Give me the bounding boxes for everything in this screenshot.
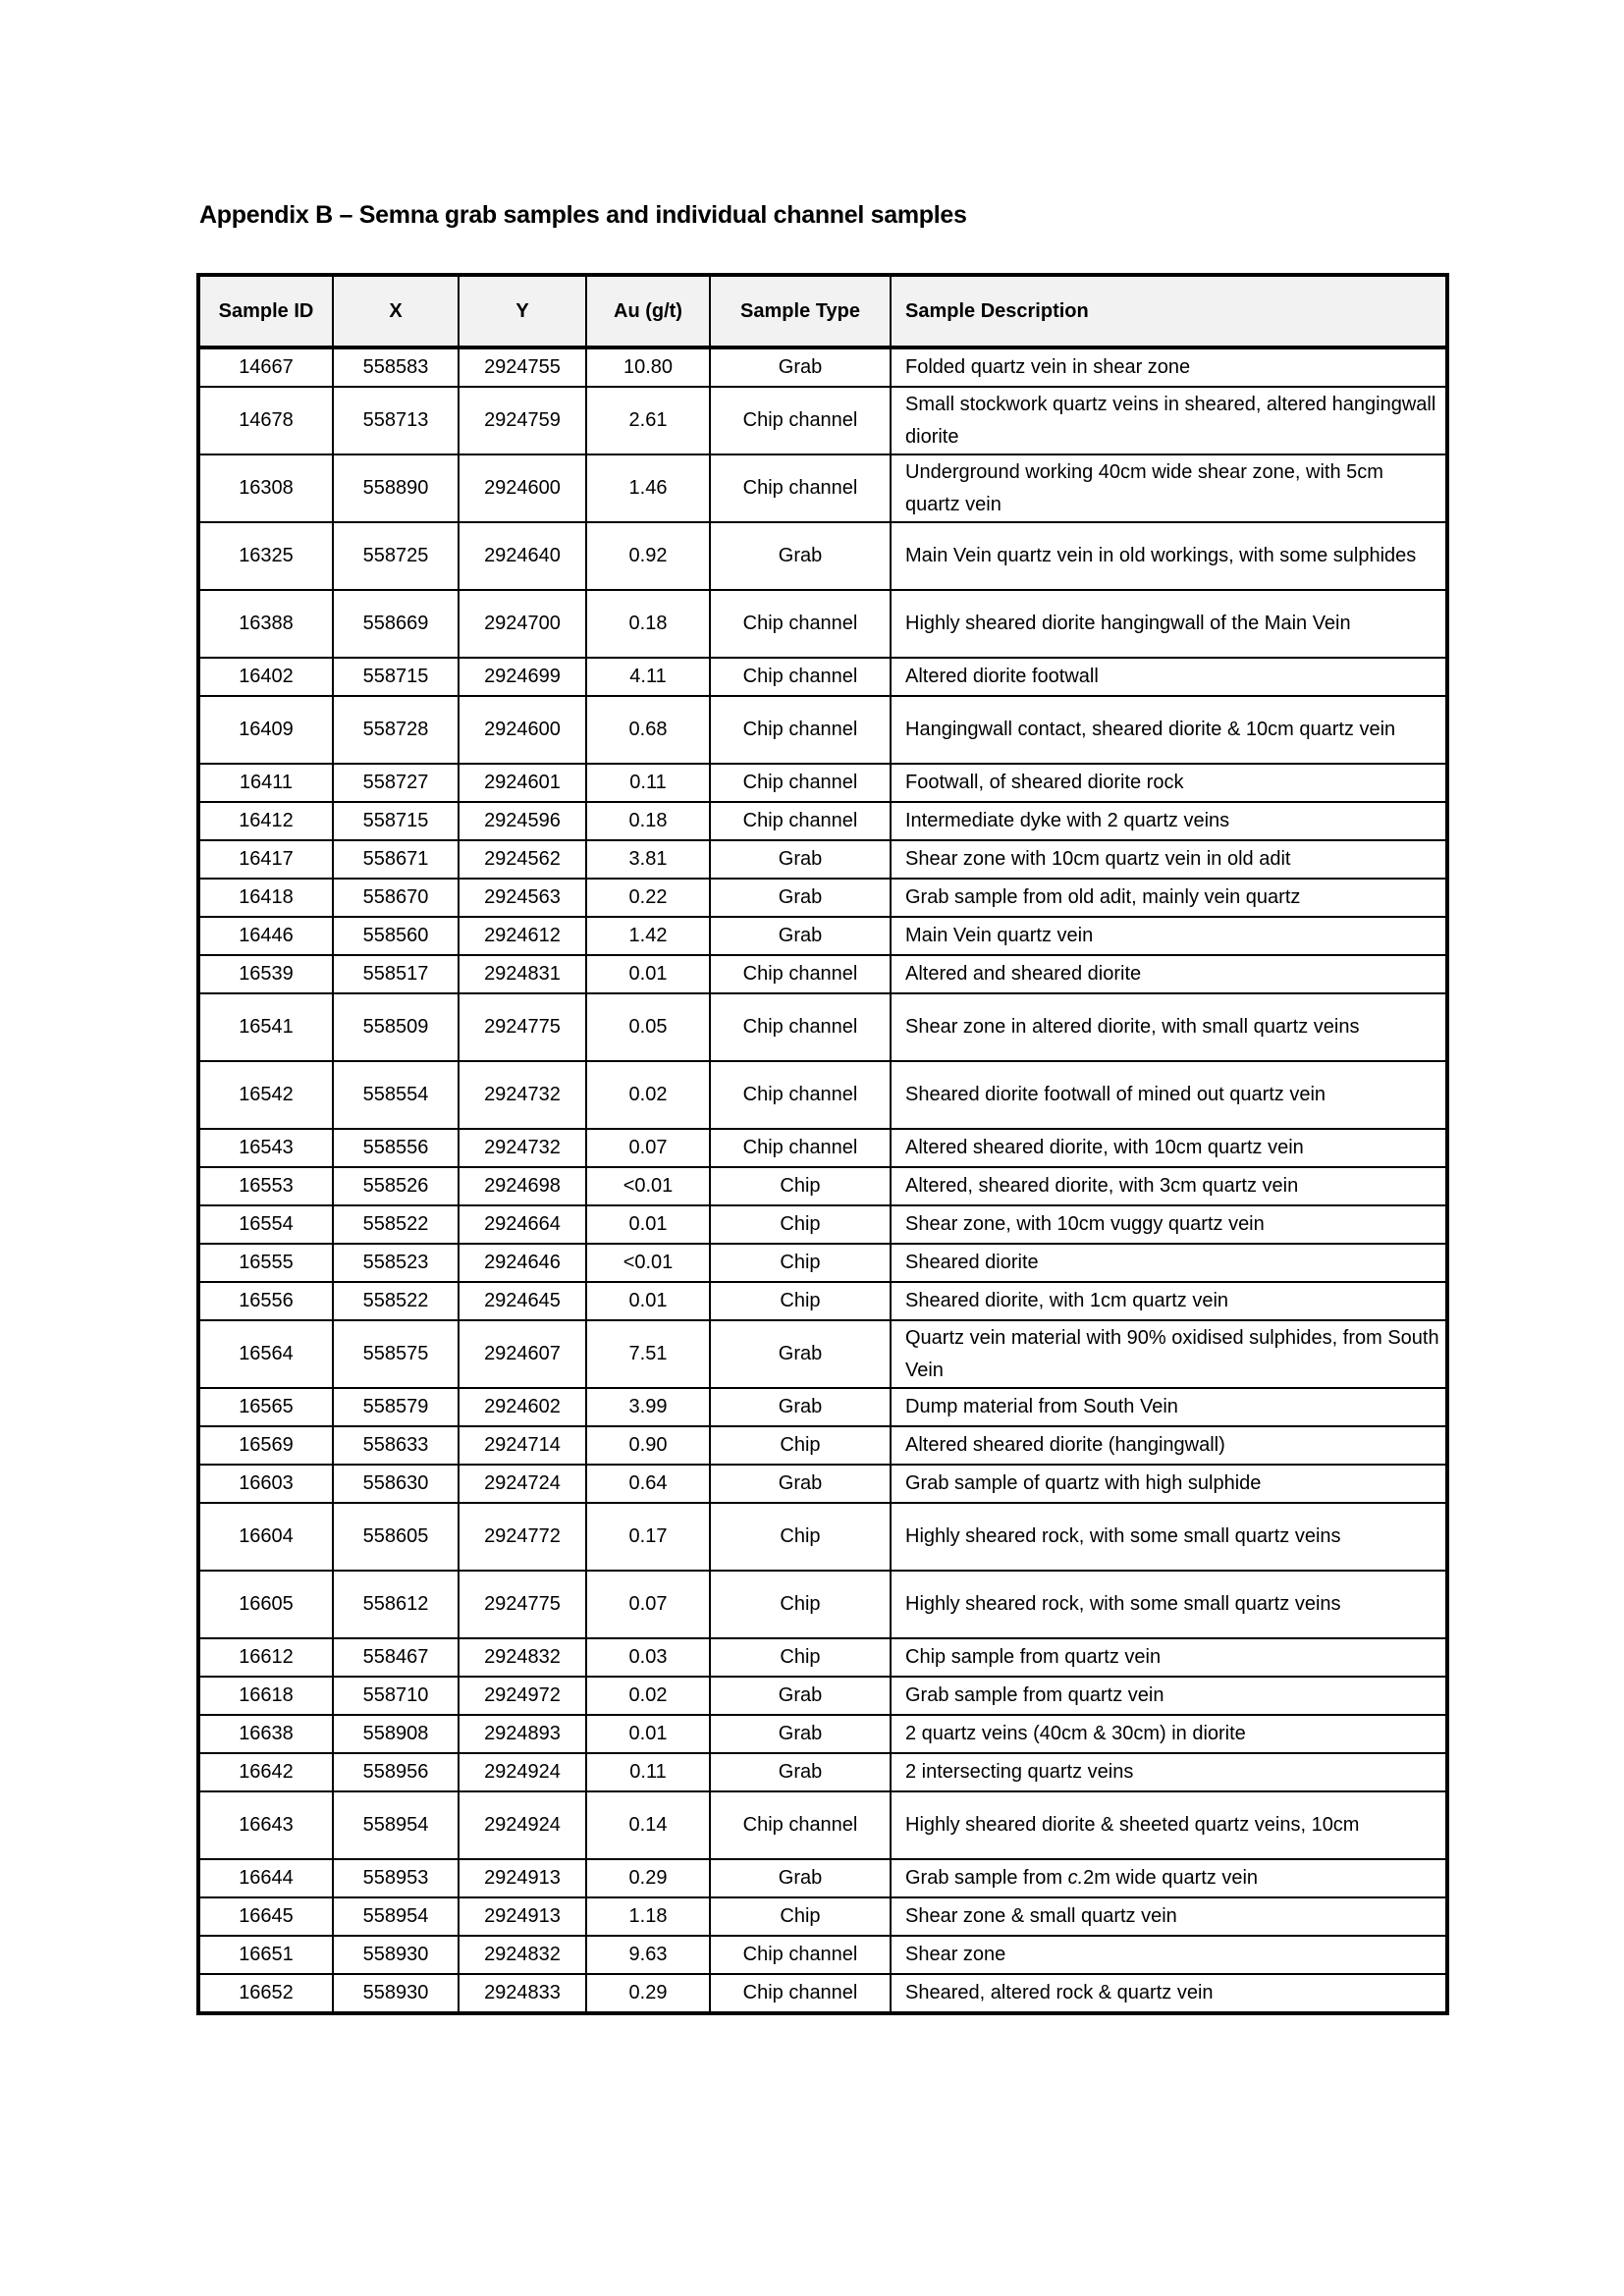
cell-sample-id: 16556 bbox=[198, 1282, 333, 1320]
cell-sample-description: Main Vein quartz vein bbox=[891, 917, 1447, 955]
cell-x: 558715 bbox=[333, 802, 459, 840]
cell-sample-id: 16543 bbox=[198, 1129, 333, 1167]
cell-au: 9.63 bbox=[586, 1936, 710, 1974]
cell-sample-type: Chip bbox=[710, 1638, 891, 1677]
cell-x: 558560 bbox=[333, 917, 459, 955]
cell-y: 2924724 bbox=[459, 1465, 586, 1503]
cell-au: 0.14 bbox=[586, 1791, 710, 1859]
cell-sample-type: Chip bbox=[710, 1571, 891, 1638]
cell-au: 0.01 bbox=[586, 1205, 710, 1244]
cell-sample-type: Grab bbox=[710, 879, 891, 917]
cell-x: 558605 bbox=[333, 1503, 459, 1571]
table-row bbox=[198, 658, 1447, 696]
cell-x: 558575 bbox=[333, 1320, 459, 1388]
cell-au: 0.02 bbox=[586, 1677, 710, 1715]
cell-sample-id: 16638 bbox=[198, 1715, 333, 1753]
cell-au: 0.07 bbox=[586, 1571, 710, 1638]
cell-sample-type: Chip bbox=[710, 1244, 891, 1282]
table-row bbox=[198, 696, 1447, 764]
cell-au: 0.11 bbox=[586, 764, 710, 802]
table-row bbox=[198, 590, 1447, 658]
table-row bbox=[198, 1205, 1447, 1244]
cell-y: 2924664 bbox=[459, 1205, 586, 1244]
cell-sample-description: Shear zone with 10cm quartz vein in old adit bbox=[891, 840, 1447, 879]
cell-sample-type: Grab bbox=[710, 1753, 891, 1791]
table-row bbox=[198, 1503, 1447, 1571]
cell-x: 558612 bbox=[333, 1571, 459, 1638]
table-row bbox=[198, 764, 1447, 802]
cell-sample-id: 16411 bbox=[198, 764, 333, 802]
cell-sample-type: Chip bbox=[710, 1205, 891, 1244]
cell-au: 0.29 bbox=[586, 1974, 710, 2013]
cell-x: 558728 bbox=[333, 696, 459, 764]
description-text: Grab sample from bbox=[905, 1867, 1068, 1889]
cell-sample-description: Altered diorite footwall bbox=[891, 658, 1447, 696]
cell-au: 0.01 bbox=[586, 955, 710, 993]
cell-sample-type: Chip bbox=[710, 1503, 891, 1571]
cell-sample-id: 16565 bbox=[198, 1388, 333, 1426]
cell-x: 558953 bbox=[333, 1859, 459, 1897]
cell-x: 558710 bbox=[333, 1677, 459, 1715]
cell-sample-type: Grab bbox=[710, 347, 891, 387]
table-row bbox=[198, 1791, 1447, 1859]
cell-x: 558671 bbox=[333, 840, 459, 879]
table-row bbox=[198, 1753, 1447, 1791]
cell-sample-id: 16308 bbox=[198, 454, 333, 522]
cell-au: 0.07 bbox=[586, 1129, 710, 1167]
cell-au: 0.90 bbox=[586, 1426, 710, 1465]
cell-sample-id: 16417 bbox=[198, 840, 333, 879]
cell-au: 7.51 bbox=[586, 1320, 710, 1388]
cell-y: 2924602 bbox=[459, 1388, 586, 1426]
cell-sample-type: Chip channel bbox=[710, 387, 891, 454]
cell-sample-type: Chip channel bbox=[710, 993, 891, 1061]
table-row bbox=[198, 454, 1447, 522]
cell-y: 2924596 bbox=[459, 802, 586, 840]
cell-sample-type: Chip channel bbox=[710, 454, 891, 522]
cell-x: 558727 bbox=[333, 764, 459, 802]
cell-sample-description: Grab sample of quartz with high sulphide bbox=[891, 1465, 1447, 1503]
cell-y: 2924732 bbox=[459, 1061, 586, 1129]
header-x: X bbox=[333, 275, 459, 347]
table-row bbox=[198, 1282, 1447, 1320]
cell-sample-description: Altered sheared diorite, with 10cm quartz vein bbox=[891, 1129, 1447, 1167]
cell-sample-type: Chip channel bbox=[710, 802, 891, 840]
cell-sample-id: 16643 bbox=[198, 1791, 333, 1859]
cell-y: 2924601 bbox=[459, 764, 586, 802]
cell-y: 2924893 bbox=[459, 1715, 586, 1753]
cell-x: 558930 bbox=[333, 1974, 459, 2013]
cell-sample-type: Chip channel bbox=[710, 764, 891, 802]
header-sample-type: Sample Type bbox=[710, 275, 891, 347]
cell-sample-description: Highly sheared diorite & sheeted quartz veins, 10cm bbox=[891, 1791, 1447, 1859]
cell-x: 558890 bbox=[333, 454, 459, 522]
cell-x: 558954 bbox=[333, 1897, 459, 1936]
cell-sample-id: 16605 bbox=[198, 1571, 333, 1638]
cell-y: 2924775 bbox=[459, 993, 586, 1061]
cell-au: 1.18 bbox=[586, 1897, 710, 1936]
cell-x: 558956 bbox=[333, 1753, 459, 1791]
cell-sample-id: 16446 bbox=[198, 917, 333, 955]
cell-sample-type: Grab bbox=[710, 1677, 891, 1715]
cell-sample-type: Chip channel bbox=[710, 955, 891, 993]
cell-sample-id: 16604 bbox=[198, 1503, 333, 1571]
table-row bbox=[198, 1320, 1447, 1388]
cell-sample-id: 16325 bbox=[198, 522, 333, 590]
cell-y: 2924772 bbox=[459, 1503, 586, 1571]
cell-sample-description: Grab sample from old adit, mainly vein quartz bbox=[891, 879, 1447, 917]
table-row bbox=[198, 1465, 1447, 1503]
cell-sample-id: 16409 bbox=[198, 696, 333, 764]
cell-sample-id: 16644 bbox=[198, 1859, 333, 1897]
table-row bbox=[198, 1388, 1447, 1426]
cell-sample-id: 16412 bbox=[198, 802, 333, 840]
cell-sample-description: Highly sheared rock, with some small quartz veins bbox=[891, 1503, 1447, 1571]
cell-sample-id: 16612 bbox=[198, 1638, 333, 1677]
header-au: Au (g/t) bbox=[586, 275, 710, 347]
cell-au: <0.01 bbox=[586, 1167, 710, 1205]
table-header-row bbox=[198, 275, 1447, 347]
cell-sample-description: Shear zone, with 10cm vuggy quartz vein bbox=[891, 1205, 1447, 1244]
cell-sample-description: Chip sample from quartz vein bbox=[891, 1638, 1447, 1677]
cell-y: 2924972 bbox=[459, 1677, 586, 1715]
cell-sample-type: Chip bbox=[710, 1282, 891, 1320]
cell-sample-type: Grab bbox=[710, 1320, 891, 1388]
cell-sample-description: Shear zone bbox=[891, 1936, 1447, 1974]
cell-sample-id: 16645 bbox=[198, 1897, 333, 1936]
page-title: Appendix B – Semna grab samples and individual channel samples bbox=[199, 201, 967, 229]
cell-y: 2924563 bbox=[459, 879, 586, 917]
table-row bbox=[198, 1638, 1447, 1677]
description-text: 2m wide quartz vein bbox=[1083, 1867, 1259, 1889]
cell-x: 558556 bbox=[333, 1129, 459, 1167]
cell-y: 2924714 bbox=[459, 1426, 586, 1465]
cell-au: <0.01 bbox=[586, 1244, 710, 1282]
table-row bbox=[198, 1897, 1447, 1936]
cell-au: 0.29 bbox=[586, 1859, 710, 1897]
table-row bbox=[198, 1859, 1447, 1897]
cell-x: 558517 bbox=[333, 955, 459, 993]
cell-y: 2924775 bbox=[459, 1571, 586, 1638]
cell-sample-description: Sheared diorite bbox=[891, 1244, 1447, 1282]
cell-sample-type: Grab bbox=[710, 840, 891, 879]
cell-x: 558523 bbox=[333, 1244, 459, 1282]
cell-au: 2.61 bbox=[586, 387, 710, 454]
cell-sample-id: 16554 bbox=[198, 1205, 333, 1244]
cell-y: 2924700 bbox=[459, 590, 586, 658]
cell-sample-type: Chip bbox=[710, 1426, 891, 1465]
cell-x: 558522 bbox=[333, 1205, 459, 1244]
cell-au: 10.80 bbox=[586, 347, 710, 387]
cell-x: 558522 bbox=[333, 1282, 459, 1320]
cell-x: 558713 bbox=[333, 387, 459, 454]
cell-y: 2924924 bbox=[459, 1753, 586, 1791]
cell-sample-description: Shear zone & small quartz vein bbox=[891, 1897, 1447, 1936]
cell-au: 4.11 bbox=[586, 658, 710, 696]
header-sample-description: Sample Description bbox=[891, 275, 1447, 347]
cell-au: 0.05 bbox=[586, 993, 710, 1061]
cell-x: 558725 bbox=[333, 522, 459, 590]
cell-sample-description: Sheared, altered rock & quartz vein bbox=[891, 1974, 1447, 2013]
table-row bbox=[198, 802, 1447, 840]
cell-sample-description: Intermediate dyke with 2 quartz veins bbox=[891, 802, 1447, 840]
table-row bbox=[198, 347, 1447, 387]
cell-au: 0.03 bbox=[586, 1638, 710, 1677]
cell-sample-description: Shear zone in altered diorite, with small quartz veins bbox=[891, 993, 1447, 1061]
table-row bbox=[198, 387, 1447, 454]
cell-au: 0.01 bbox=[586, 1282, 710, 1320]
cell-y: 2924562 bbox=[459, 840, 586, 879]
cell-au: 0.02 bbox=[586, 1061, 710, 1129]
cell-x: 558670 bbox=[333, 879, 459, 917]
cell-y: 2924640 bbox=[459, 522, 586, 590]
cell-x: 558467 bbox=[333, 1638, 459, 1677]
cell-y: 2924913 bbox=[459, 1859, 586, 1897]
cell-sample-description: Small stockwork quartz veins in sheared, altered hangingwall diorite bbox=[891, 387, 1447, 454]
cell-sample-type: Chip channel bbox=[710, 696, 891, 764]
samples-table bbox=[196, 273, 1449, 2015]
cell-sample-type: Grab bbox=[710, 1715, 891, 1753]
cell-sample-description: Altered, sheared diorite, with 3cm quartz vein bbox=[891, 1167, 1447, 1205]
cell-y: 2924832 bbox=[459, 1638, 586, 1677]
cell-x: 558579 bbox=[333, 1388, 459, 1426]
table-row bbox=[198, 1974, 1447, 2013]
cell-sample-description: Hangingwall contact, sheared diorite & 10cm quartz vein bbox=[891, 696, 1447, 764]
cell-au: 0.18 bbox=[586, 802, 710, 840]
cell-x: 558908 bbox=[333, 1715, 459, 1753]
cell-sample-description: Altered sheared diorite (hangingwall) bbox=[891, 1426, 1447, 1465]
table-row bbox=[198, 1061, 1447, 1129]
cell-sample-id: 14678 bbox=[198, 387, 333, 454]
cell-sample-id: 16642 bbox=[198, 1753, 333, 1791]
cell-sample-description: Highly sheared rock, with some small quartz veins bbox=[891, 1571, 1447, 1638]
cell-y: 2924645 bbox=[459, 1282, 586, 1320]
cell-sample-id: 16418 bbox=[198, 879, 333, 917]
cell-x: 558630 bbox=[333, 1465, 459, 1503]
cell-sample-type: Chip channel bbox=[710, 590, 891, 658]
table-row bbox=[198, 1426, 1447, 1465]
cell-au: 0.92 bbox=[586, 522, 710, 590]
cell-x: 558715 bbox=[333, 658, 459, 696]
table-row bbox=[198, 879, 1447, 917]
cell-au: 0.68 bbox=[586, 696, 710, 764]
table-row bbox=[198, 1715, 1447, 1753]
cell-sample-description: Grab sample from quartz vein bbox=[891, 1677, 1447, 1715]
cell-x: 558930 bbox=[333, 1936, 459, 1974]
cell-sample-id: 16652 bbox=[198, 1974, 333, 2013]
cell-sample-id: 16541 bbox=[198, 993, 333, 1061]
cell-sample-id: 16603 bbox=[198, 1465, 333, 1503]
cell-y: 2924832 bbox=[459, 1936, 586, 1974]
table-row bbox=[198, 917, 1447, 955]
cell-sample-type: Chip channel bbox=[710, 658, 891, 696]
cell-y: 2924759 bbox=[459, 387, 586, 454]
cell-y: 2924732 bbox=[459, 1129, 586, 1167]
table-row bbox=[198, 955, 1447, 993]
cell-sample-id: 16564 bbox=[198, 1320, 333, 1388]
cell-sample-id: 16542 bbox=[198, 1061, 333, 1129]
table-row bbox=[198, 840, 1447, 879]
cell-sample-type: Chip channel bbox=[710, 1061, 891, 1129]
cell-y: 2924600 bbox=[459, 454, 586, 522]
table-row bbox=[198, 993, 1447, 1061]
cell-y: 2924913 bbox=[459, 1897, 586, 1936]
cell-au: 3.81 bbox=[586, 840, 710, 879]
table-row bbox=[198, 1677, 1447, 1715]
cell-x: 558526 bbox=[333, 1167, 459, 1205]
cell-sample-description: Altered and sheared diorite bbox=[891, 955, 1447, 993]
cell-sample-type: Chip channel bbox=[710, 1129, 891, 1167]
cell-au: 0.11 bbox=[586, 1753, 710, 1791]
cell-sample-type: Chip channel bbox=[710, 1791, 891, 1859]
cell-sample-description: Dump material from South Vein bbox=[891, 1388, 1447, 1426]
cell-y: 2924612 bbox=[459, 917, 586, 955]
cell-au: 3.99 bbox=[586, 1388, 710, 1426]
cell-sample-description: Underground working 40cm wide shear zone, with 5cm quartz vein bbox=[891, 454, 1447, 522]
cell-au: 1.42 bbox=[586, 917, 710, 955]
cell-sample-type: Grab bbox=[710, 1859, 891, 1897]
cell-sample-type: Chip bbox=[710, 1897, 891, 1936]
cell-au: 0.01 bbox=[586, 1715, 710, 1753]
cell-sample-type: Chip channel bbox=[710, 1974, 891, 2013]
description-italic-text: c. bbox=[1067, 1867, 1084, 1889]
table-row bbox=[198, 1167, 1447, 1205]
cell-sample-id: 16388 bbox=[198, 590, 333, 658]
cell-sample-id: 16539 bbox=[198, 955, 333, 993]
cell-sample-type: Grab bbox=[710, 522, 891, 590]
table-row bbox=[198, 522, 1447, 590]
cell-sample-id: 16553 bbox=[198, 1167, 333, 1205]
cell-sample-description: Quartz vein material with 90% oxidised sulphides, from South Vein bbox=[891, 1320, 1447, 1388]
cell-y: 2924646 bbox=[459, 1244, 586, 1282]
cell-y: 2924600 bbox=[459, 696, 586, 764]
cell-y: 2924607 bbox=[459, 1320, 586, 1388]
cell-sample-type: Grab bbox=[710, 1388, 891, 1426]
cell-sample-description: Main Vein quartz vein in old workings, with some sulphides bbox=[891, 522, 1447, 590]
cell-au: 0.18 bbox=[586, 590, 710, 658]
cell-y: 2924831 bbox=[459, 955, 586, 993]
cell-au: 0.64 bbox=[586, 1465, 710, 1503]
header-y: Y bbox=[459, 275, 586, 347]
cell-sample-id: 16651 bbox=[198, 1936, 333, 1974]
cell-sample-description: Folded quartz vein in shear zone bbox=[891, 347, 1447, 387]
cell-au: 1.46 bbox=[586, 454, 710, 522]
cell-sample-description bbox=[891, 1859, 1447, 1897]
cell-sample-id: 16569 bbox=[198, 1426, 333, 1465]
cell-y: 2924755 bbox=[459, 347, 586, 387]
cell-sample-type: Chip channel bbox=[710, 1936, 891, 1974]
cell-sample-type: Grab bbox=[710, 917, 891, 955]
table-row bbox=[198, 1129, 1447, 1167]
cell-sample-id: 16402 bbox=[198, 658, 333, 696]
cell-sample-id: 16618 bbox=[198, 1677, 333, 1715]
cell-x: 558583 bbox=[333, 347, 459, 387]
cell-sample-description: 2 intersecting quartz veins bbox=[891, 1753, 1447, 1791]
cell-sample-description: Highly sheared diorite hangingwall of the Main Vein bbox=[891, 590, 1447, 658]
cell-sample-description: Sheared diorite footwall of mined out quartz vein bbox=[891, 1061, 1447, 1129]
cell-sample-description: 2 quartz veins (40cm & 30cm) in diorite bbox=[891, 1715, 1447, 1753]
table-row bbox=[198, 1571, 1447, 1638]
cell-x: 558633 bbox=[333, 1426, 459, 1465]
cell-x: 558554 bbox=[333, 1061, 459, 1129]
cell-sample-id: 16555 bbox=[198, 1244, 333, 1282]
cell-y: 2924699 bbox=[459, 658, 586, 696]
cell-sample-description: Sheared diorite, with 1cm quartz vein bbox=[891, 1282, 1447, 1320]
cell-sample-type: Chip bbox=[710, 1167, 891, 1205]
cell-x: 558509 bbox=[333, 993, 459, 1061]
cell-x: 558954 bbox=[333, 1791, 459, 1859]
header-sample-id: Sample ID bbox=[198, 275, 333, 347]
table-row bbox=[198, 1936, 1447, 1974]
cell-sample-id: 14667 bbox=[198, 347, 333, 387]
cell-x: 558669 bbox=[333, 590, 459, 658]
table-row bbox=[198, 1244, 1447, 1282]
cell-y: 2924698 bbox=[459, 1167, 586, 1205]
cell-sample-type: Grab bbox=[710, 1465, 891, 1503]
cell-au: 0.22 bbox=[586, 879, 710, 917]
cell-sample-description: Footwall, of sheared diorite rock bbox=[891, 764, 1447, 802]
cell-au: 0.17 bbox=[586, 1503, 710, 1571]
cell-y: 2924924 bbox=[459, 1791, 586, 1859]
cell-y: 2924833 bbox=[459, 1974, 586, 2013]
